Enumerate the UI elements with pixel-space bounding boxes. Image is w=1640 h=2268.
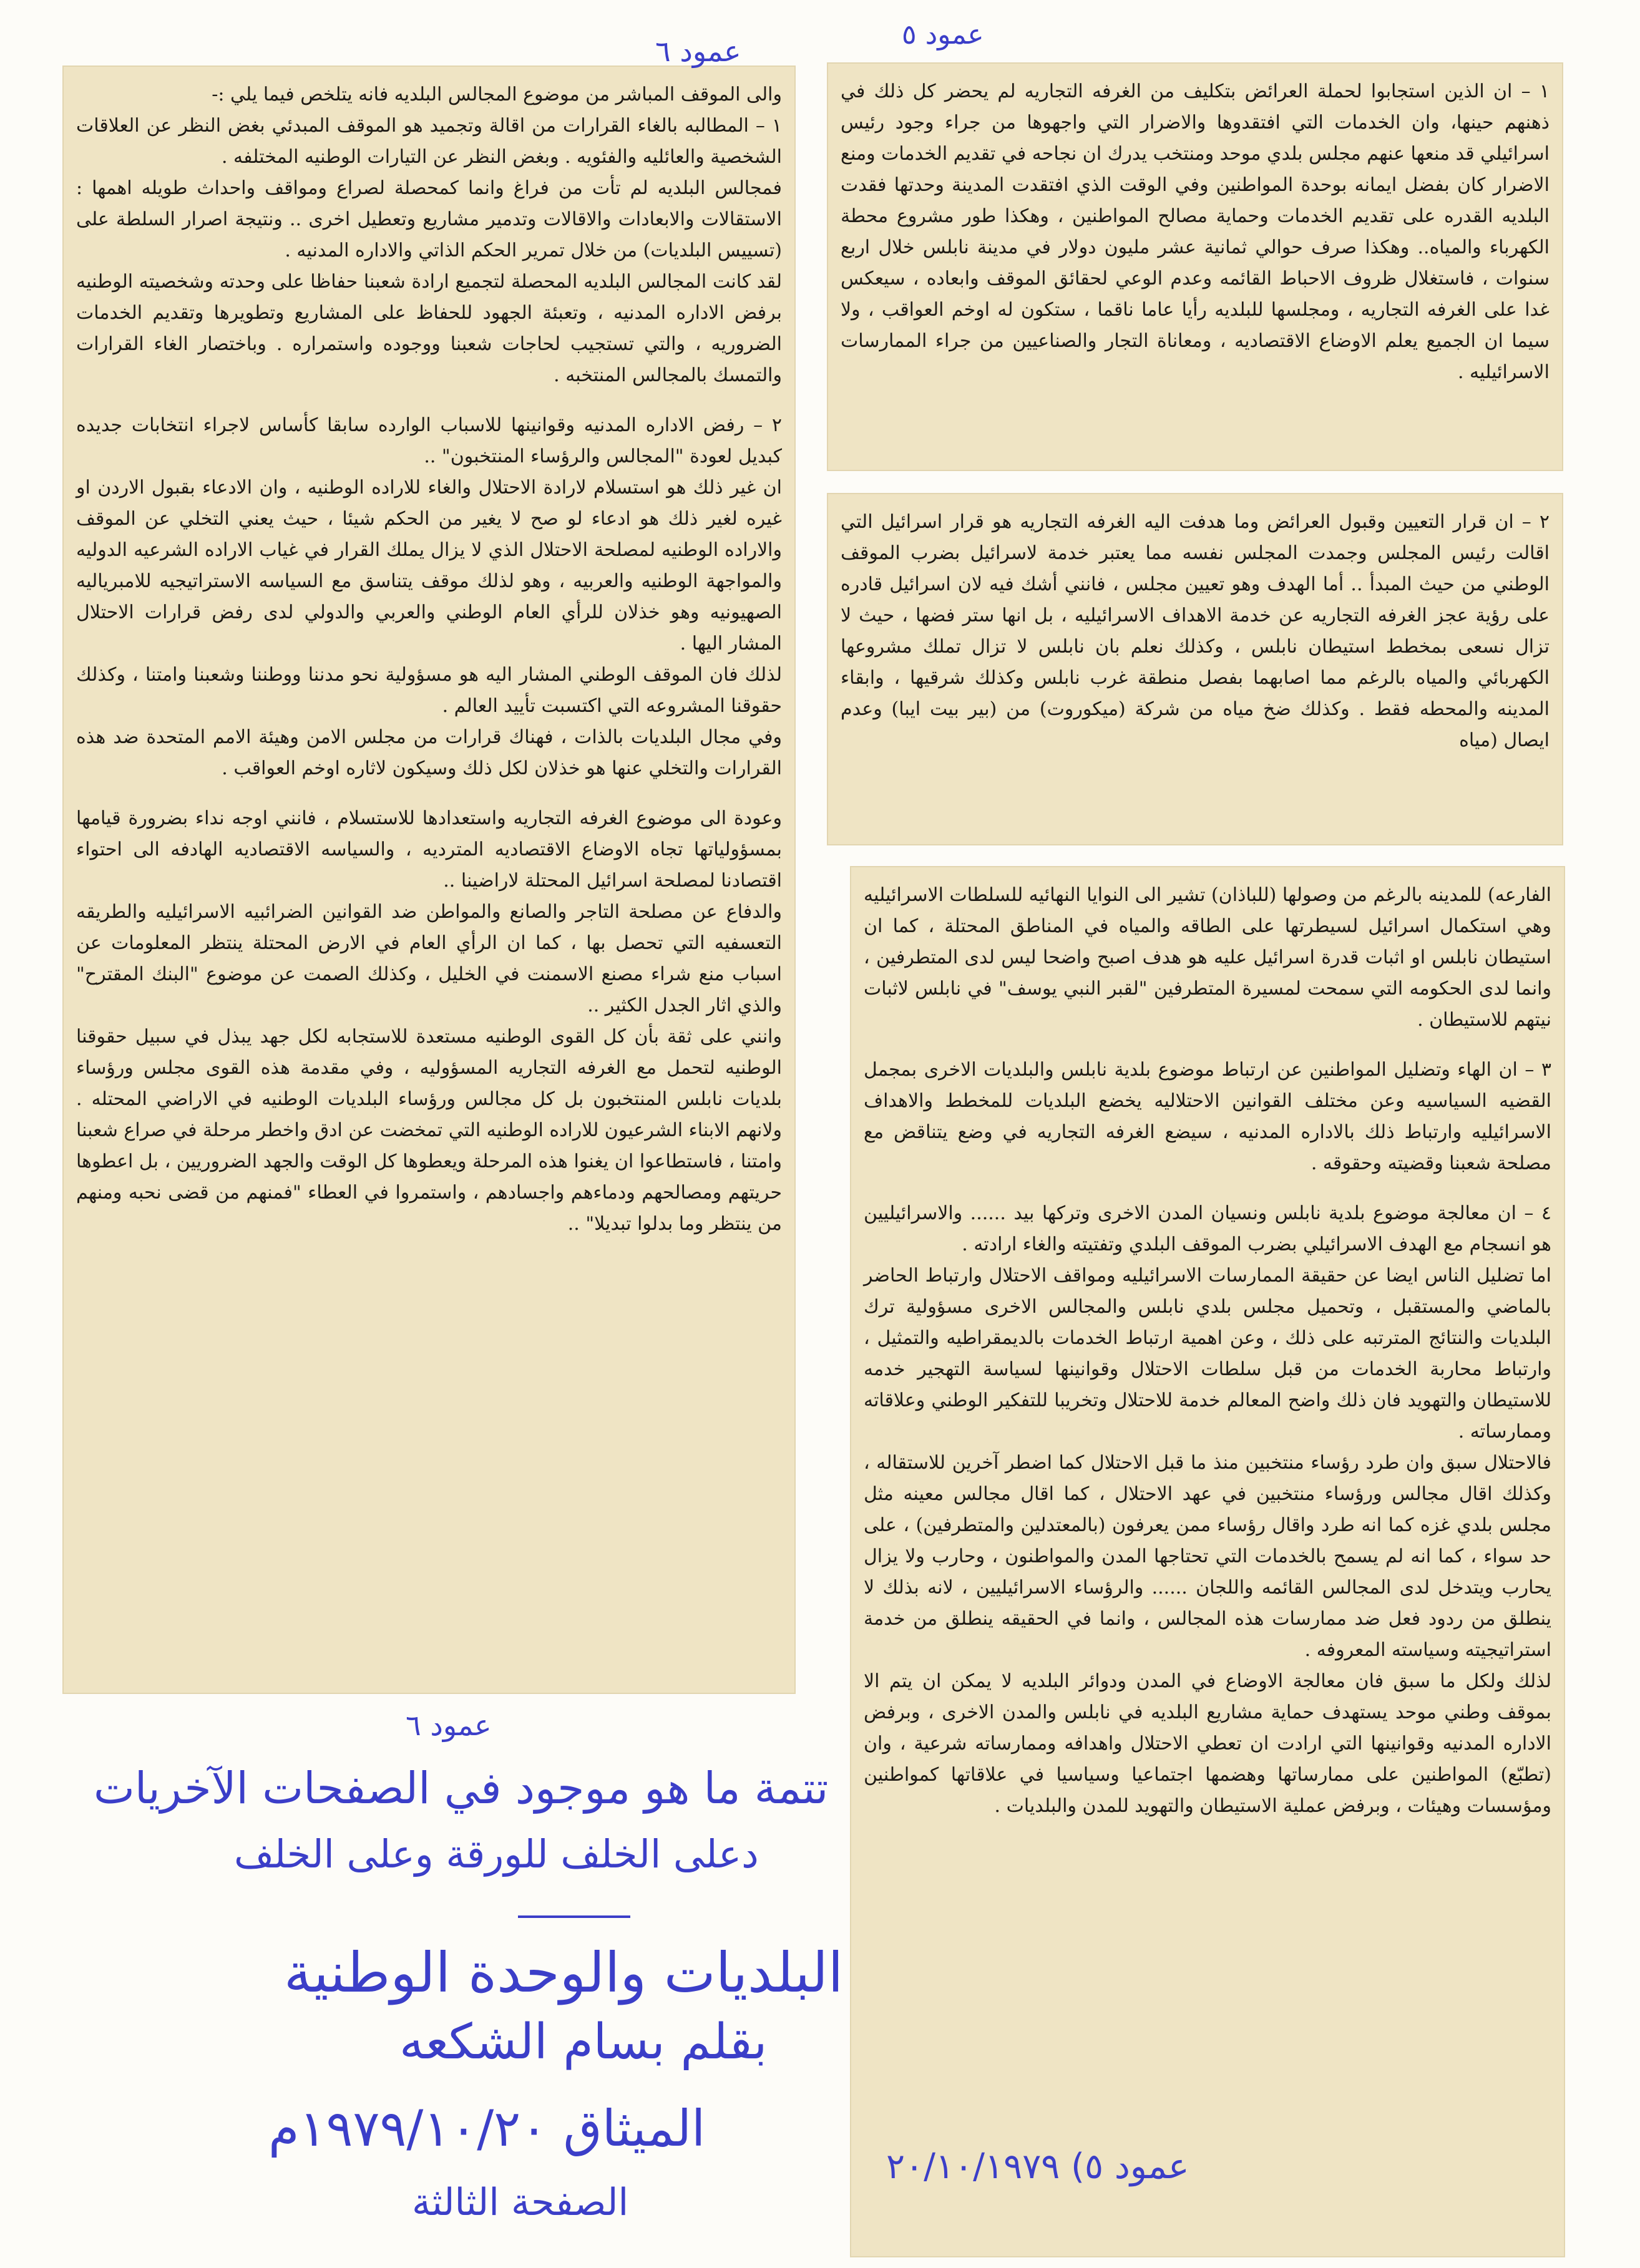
col6-para-6: ان غير ذلك هو استسلام لارادة الاحتلال والغاء للاراده الوطنيه ، وان الادعاء بقبول الاردن او غيره لغير ذلك هو ادعاء لو صح لا يغير من الحكم شيئا ، حيث يعني التخلي عن الموقف والاراده الوطنيه لمصلحة الاحتلال الذي لا يزال يملك القرار في غياب الاراده الشرعيه الدوليه والمواجهة الوطنيه والعربيه ، وهو لذلك موقف يتناسق مع السياسه الاستراتيجيه للامبرياليه الصهيونيه وهو خذلان للرأي العام الوطني والعربي والدولي لدى رفض قرارات الاحتلال المشار اليها . (76, 477, 782, 655)
col6-para-11: وانني على ثقة بأن كل القوى الوطنيه مستعدة للاستجابه لكل جهد يبذل في سبيل حقوقنا الوطنيه لتحمل مع الغرفه التجاريه المسؤوليه ، وفي مقدمة هذه القوى مجلس ورؤساء بلديات نابلس المنتخبون بل كل مجالس ورؤساء البلديات الوطنيه في الاراضي المحتله . ولانهم الابناء الشرعيون للاراده الوطنيه التي تمخضت عن ادق واخطر مرحلة في صراع شعبنا وامتنا ، فاستطاعوا ان يغنوا هذه المرحلة ويعطوها كل الوقت والجهد الضروريين ، بل اعطوها حريتهم ومصالحهم ودماءهم واجسادهم ، واستمروا في العطاء "فمنهم من قضى نحبه ومنهم من ينتظر وما بدلوا تبديلا" .. (76, 1026, 782, 1235)
clipping-col5-mid (827, 493, 1563, 845)
col6-para-2: ١ – المطالبه بالغاء القرارات من اقالة وتجميد هو الموقف المبدئي بغض النظر عن العلاقات الشخصية والعائليه والفئويه . وبغض النظر عن التيارات الوطنيه المختلفه . (76, 115, 782, 168)
handwritten-title: البلديات والوحدة الوطنية (284, 1940, 844, 2005)
col5-bottom-para-5: فالاحتلال سبق وان طرد رؤساء منتخبين منذ ما قبل الاحتلال كما اضطر آخرين للاستقاله ، وكذلك اقال مجالس ورؤساء منتخبين في عهد الاحتلال ، كما اقال مجالس معينه مثل مجلس بلدي غزه كما انه طرد واقال رؤساء ممن يعرفون (بالمعتدلين والمتطرفين) ، على حد سواء ، كما انه لم يسمح بالخدمات التي تحتاجها المدن والمواطنون ، وحارب ولا يزال يحارب ويتدخل لدى المجالس القائمه واللجان ...... والرؤساء الاسرائيليين ، لانه بذلك لا ينطلق من ردود فعل ضد ممارسات هذه المجالس ، وانما في الحقيقه ينطلق من خدمة استراتيجيته وسياسته المعروفه . (864, 1452, 1551, 1661)
handwritten-note-line-2: دعلى الخلف للورقة وعلى الخلف (234, 1831, 759, 1877)
col6-para-7: لذلك فان الموقف الوطني المشار اليه هو مسؤولية نحو مدننا ووطننا وشعبنا وامتنا ، وكذلك حقوقنا المشروعه التي اكتسبت تأييد العالم . (76, 664, 782, 717)
col6-para-3: فمجالس البلديه لم تأت من فراغ وانما كمحصلة لصراع ومواقف واحداث طويله اهمها : الاستقالات والابعادات والاقالات وتدمير مشاريع وتعطيل اخرى .. ونتيجة اصرار السلطة على (تسييس البلديات) من خلال تمرير الحكم الذاتي والاداره المدنيه . (76, 177, 782, 261)
handwritten-author: بقلم بسام الشكعه (399, 2014, 768, 2070)
col5-bottom-para-3: ٤ – ان معالجة موضوع بلدية نابلس ونسيان المدن الاخرى وتركها بيد ...... والاسرائيليين هو انسجام مع الهدف الاسرائيلي بضرب الموقف البلدي وتفتيته والغاء ارادته . (864, 1202, 1551, 1255)
col6-para-10: والدفاع عن مصلحة التاجر والصانع والمواطن ضد القوانين الضرائبيه الاسرائيليه والطريقه التعسفيه التي تحصل بها ، كما ان الرأي العام في الارض المحتلة ينتظر المعلومات عن اسباب منع شراء مصنع الاسمنت في الخليل ، وكذلك الصمت عن موضوع "البنك المقترح" والذي اثار الجدل الكثير .. (76, 901, 782, 1016)
col5-top-para-1: ١ – ان الذين استجابوا لحملة العرائض بتكليف من الغرفه التجاريه لم يحضر كل ذلك في ذهنهم حينها، وان الخدمات التي افتقدوها والاضرار التي واجهوها من جراء وجود رئيس اسرائيلي قد منعها عنهم مجلس بلدي موحد ومنتخب يدرك ان نجاحه في تقديم الخدمات ومنع الاضرار كان بفضل ايمانه بوحدة المواطنين وفي الوقت الذي افتقدت المدينة وحدتها فقدت البلديه القدره على تقديم الخدمات وحماية مصالح المواطنين ، وهكذا طور مشروع محطة الكهرباء والمياه.. وهكذا صرف حوالي ثمانية عشر مليون دولار في مدينة نابلس خلال اربع سنوات ، فاستغلال ظروف الاحباط القائمه وعدم الوعي لحقائق الموقف وابعاده ، سيعكس غدا على الغرفه التجاريه ، ومجلسها للبلديه رأيا عاما ناقما ، ستكون له اوخم العواقب ، ولا سيما ان الجميع يعلم الاوضاع الاقتصاديه ، ومعاناة التجار والصناعيين من جراء الممارسات الاسرائيليه . (841, 80, 1550, 383)
col6-para-8: وفي مجال البلديات بالذات ، فهناك قرارات من مجلس الامن وهيئة الامم المتحدة ضد هذه القرارات والتخلي عنها هو خذلان لكل ذلك وسيكون لاثاره اوخم العواقب . (76, 726, 782, 779)
handwritten-footer: عمود ٥) ٢٠/١٠/١٩٧٩ (886, 2146, 1189, 2187)
handwritten-col6-label-bottom: عمود ٦ (406, 1708, 492, 1742)
clipping-col5-top (827, 62, 1563, 471)
handwritten-col5-label: عمود ٥ (902, 19, 984, 51)
col5-bottom-para-6: لذلك ولكل ما سبق فان معالجة الاوضاع في المدن ودوائر البلديه لا يمكن ان يتم الا بموقف وطني موحد يستهدف حماية مشاريع البلديه في نابلس والمدن الاخرى ، وبرفض الاداره المدنيه وقوانينها التي ارادت ان تعطي الاحتلال واهدافه وممارساته شرعية ، وان (تطبّع) المواطنين على ممارساتها وهضمها اجتماعيا وسياسيا في علاقاتها كمواطنين ومؤسسات وهيئات ، وبرفض عملية الاستيطان والتهويد للمدن والبلديات . (864, 1670, 1551, 1817)
handwritten-note-line-1: تتمة ما هو موجود في الصفحات الآخريات (94, 1763, 829, 1814)
col5-bottom-para-2: ٣ – ان الهاء وتضليل المواطنين عن ارتباط موضوع بلدية نابلس والبلديات الاخرى بمجمل القضيه السياسيه وعن مختلف القوانين الاحتلاليه يخضع البلديات للمخطط والاهداف الاسرائيليه وارتباط ذلك بالاداره المدنيه ، سيضع الغرفه التجاريه في وضع يتناقض مع مصلحة شعبنا وقضيته وحقوقه . (864, 1059, 1551, 1174)
col5-mid-para-1: ٢ – ان قرار التعيين وقبول العرائض وما هدفت اليه الغرفه التجاريه هو قرار اسرائيل التي اقالت رئيس المجلس وجمدت المجلس نفسه مما يعتبر خدمة لاسرائيل بضرب الموقف الوطني من حيث المبدأ .. أما الهدف وهو تعيين مجلس ، فانني أشك فيه لان اسرائيل قادره على رؤية عجز الغرفه التجاريه عن خدمة الاهداف الاسرائيليه ، بل انها ستر فضها ، حيث لا تزال نسعى بمخطط استيطان نابلس ، وكذلك نعلم بان نابلس لا تزال تملك مشروعها الكهربائي والمياه بالرغم مما اصابهما بفصل منطقة غرب نابلس وكذلك شرقيها ، وابقاء المدينه والمحطه فقط . وكذلك ضخ مياه من شركة (ميكوروت) من (بير بيت ايبا) وعدم ايصال (مياه (841, 511, 1550, 751)
col5-bottom-para-1: الفارعه) للمدينه بالرغم من وصولها (للباذان) تشير الى النوايا النهائيه للسلطات الاسرائيليه وهي استكمال اسرائيل لسيطرتها على الطاقه والمياه في المناطق المحتلة ، كما ان استيطان نابلس او اثبات قدرة اسرائيل عليه هو هدف اصبح واضحا ليس لدى المتطرفين ، وانما لدى الحكومه التي سمحت لمسيرة المتطرفين "لقبر النبي يوسف" في نابلس لاثبات نيتهم للاستيطان . (864, 884, 1551, 1031)
handwritten-col6-label: عمود ٦ (655, 34, 741, 68)
handwritten-date: الميثاق ١٩٧٩/١٠/٢٠م (268, 2100, 706, 2158)
handwritten-page: الصفحة الثالثة (412, 2181, 629, 2224)
clipping-col6 (62, 66, 796, 1694)
col6-para-9: وعودة الى موضوع الغرفه التجاريه واستعدادها للاستسلام ، فانني اوجه نداء بضرورة قيامها بمسؤولياتها تجاه الاوضاع الاقتصاديه المترديه ، والسياسه الاقتصاديه الهادفه الى احتواء اقتصادنا لمصلحة اسرائيل المحتلة لاراضينا .. (76, 807, 782, 892)
handwritten-divider (518, 1915, 630, 1918)
col6-para-4: لقد كانت المجالس البلديه المحصلة لتجميع ارادة شعبنا حفاظا على وحدته وشخصيته الوطنيه برفض الاداره المدنيه ، وتعبئة الجهود للحفاظ على المشاريع وتطويرها وتقديم الخدمات الضروريه ، والتي تستجيب لحاجات شعبنا ووجوده واستمراره . وباختصار الغاء القرارات والتمسك بالمجالس المنتخبه . (76, 271, 782, 386)
col5-bottom-para-4: اما تضليل الناس ايضا عن حقيقة الممارسات الاسرائيليه ومواقف الاحتلال وارتباط الحاضر بالماضي والمستقبل ، وتحميل مجلس بلدي نابلس والمجالس الاخرى مسؤولية ترك البلديات والنتائج المترتبه على ذلك ، وعن اهمية ارتباط الخدمات بالديمقراطيه والتمثيل ، وارتباط محاربة الخدمات من قبل سلطات الاحتلال وقوانينها لسياسة التهجير خدمه للاستيطان والتهويد فان ذلك واضح المعالم خدمة للاحتلال وتخريبا للتفكير الوطني وعلاقاته وممارساته . (864, 1265, 1551, 1443)
clipping-col5-bottom (850, 866, 1565, 2257)
col6-para-5: ٢ – رفض الاداره المدنيه وقوانينها للاسباب الوارده سابقا كأساس لاجراء انتخابات جديده كبديل لعودة "المجالس والرؤساء المنتخبون" .. (76, 414, 782, 467)
col6-para-1: والى الموقف المباشر من موضوع المجالس البلديه فانه يتلخص فيما يلي :- (212, 84, 782, 105)
